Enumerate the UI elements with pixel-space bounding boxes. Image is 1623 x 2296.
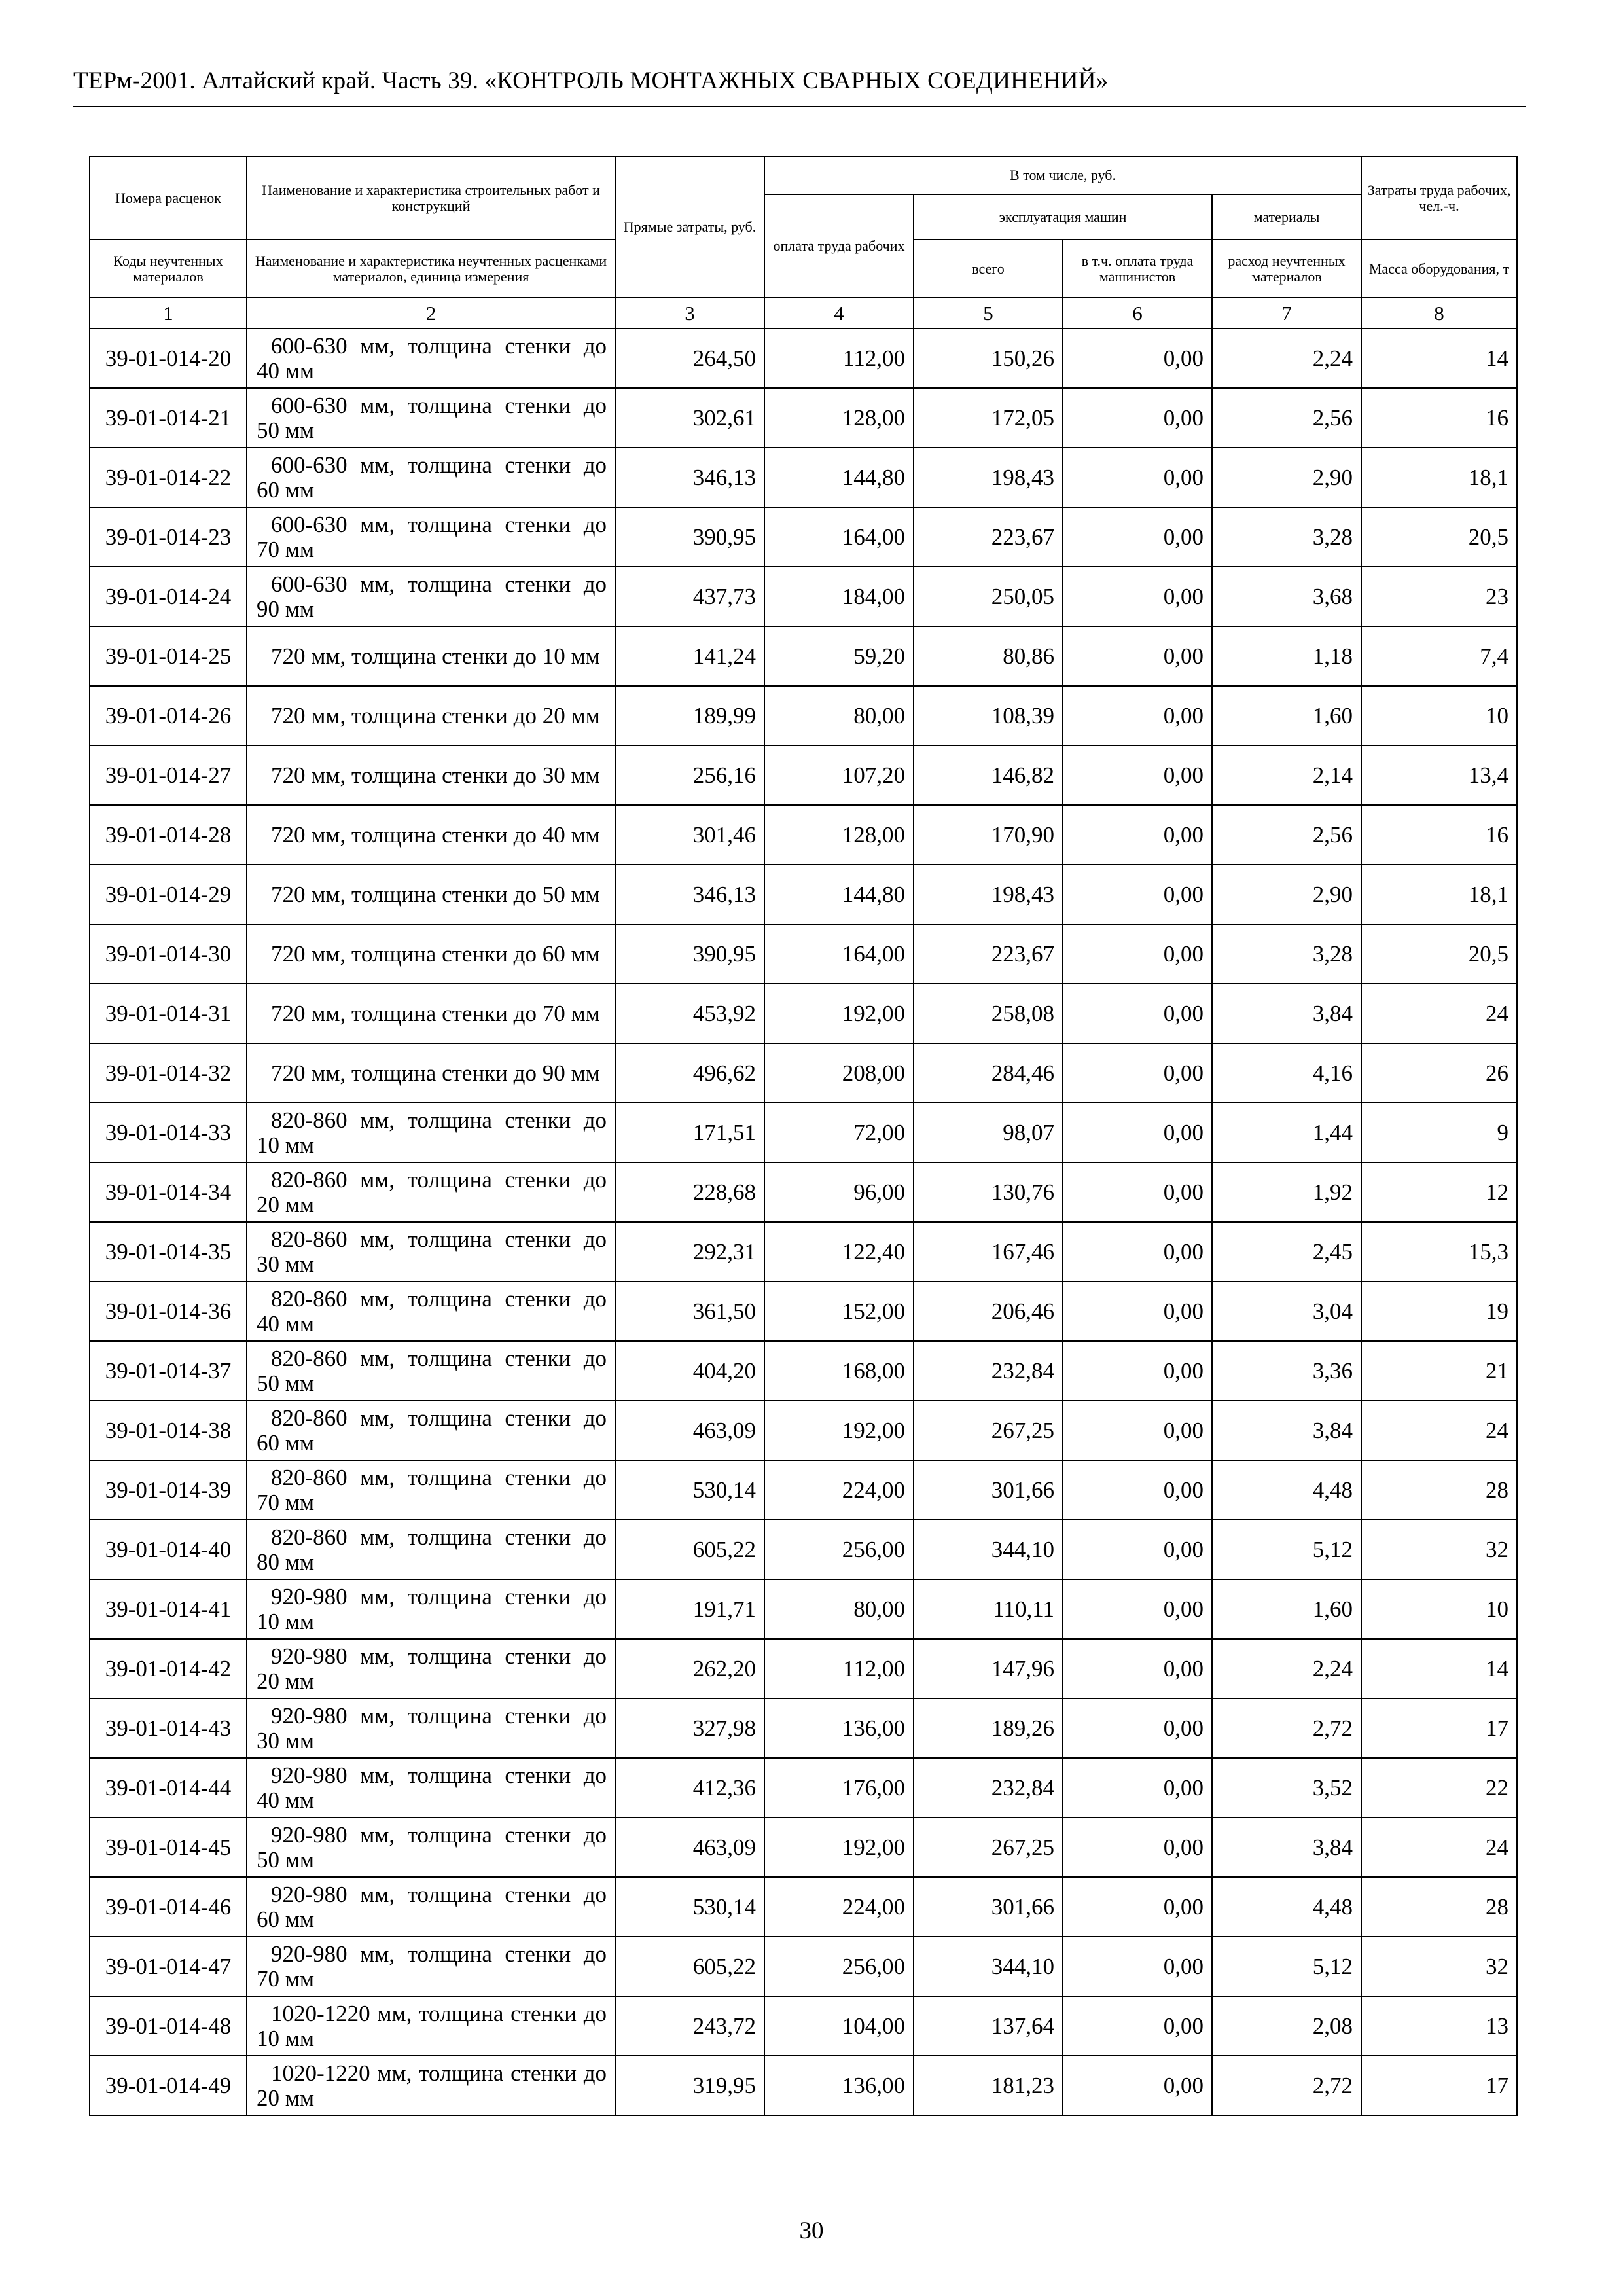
direct-costs-cell: 264,50 — [615, 329, 764, 388]
direct-costs-cell: 404,20 — [615, 1341, 764, 1401]
machine-total-cell: 232,84 — [914, 1341, 1063, 1401]
rate-code-cell: 39-01-014-28 — [90, 805, 247, 865]
materials-cell: 2,24 — [1212, 1639, 1361, 1698]
materials-cell: 3,36 — [1212, 1341, 1361, 1401]
materials-cell: 3,04 — [1212, 1282, 1361, 1341]
machine-operators-pay-cell: 0,00 — [1063, 1162, 1212, 1222]
work-name-cell: 920-980 мм, толщина стенки до 60 мм — [247, 1877, 615, 1937]
rate-code-cell: 39-01-014-48 — [90, 1996, 247, 2056]
table-row — [90, 1758, 1517, 1818]
materials-cell: 4,48 — [1212, 1460, 1361, 1520]
labor-costs-cell: 20,5 — [1361, 507, 1517, 567]
labor-costs-cell: 7,4 — [1361, 626, 1517, 686]
machine-operators-pay-cell: 0,00 — [1063, 1937, 1212, 1996]
machine-total-cell: 301,66 — [914, 1877, 1063, 1937]
labor-pay-cell: 128,00 — [764, 805, 914, 865]
machine-operators-pay-cell: 0,00 — [1063, 507, 1212, 567]
materials-cell: 4,16 — [1212, 1043, 1361, 1103]
machine-total-cell: 170,90 — [914, 805, 1063, 865]
labor-pay-cell: 80,00 — [764, 686, 914, 745]
work-name-cell: 720 мм, толщина стенки до 70 мм — [247, 984, 615, 1043]
work-name-cell: 600-630 мм, толщина стенки до 60 мм — [247, 448, 615, 507]
materials-cell: 1,44 — [1212, 1103, 1361, 1162]
direct-costs-cell: 228,68 — [615, 1162, 764, 1222]
labor-costs-cell: 18,1 — [1361, 865, 1517, 924]
labor-costs-cell: 16 — [1361, 805, 1517, 865]
direct-costs-cell: 191,71 — [615, 1579, 764, 1639]
table-row — [90, 1162, 1517, 1222]
machine-total-cell: 189,26 — [914, 1698, 1063, 1758]
rate-code-cell: 39-01-014-21 — [90, 388, 247, 448]
work-name-cell: 720 мм, толщина стенки до 60 мм — [247, 924, 615, 984]
column-number-row — [90, 298, 1517, 329]
labor-pay-cell: 122,40 — [764, 1222, 914, 1282]
table-row — [90, 1222, 1517, 1282]
work-name-cell: 720 мм, толщина стенки до 40 мм — [247, 805, 615, 865]
work-name-cell: 600-630 мм, толщина стенки до 40 мм — [247, 329, 615, 388]
labor-costs-cell: 14 — [1361, 1639, 1517, 1698]
materials-cell: 2,72 — [1212, 2056, 1361, 2115]
labor-pay-cell: 224,00 — [764, 1460, 914, 1520]
direct-costs-cell: 453,92 — [615, 984, 764, 1043]
direct-costs-cell: 496,62 — [615, 1043, 764, 1103]
rate-code-cell: 39-01-014-37 — [90, 1341, 247, 1401]
direct-costs-cell: 346,13 — [615, 865, 764, 924]
labor-pay-cell: 136,00 — [764, 2056, 914, 2115]
labor-costs-cell: 13 — [1361, 1996, 1517, 2056]
machine-total-cell: 284,46 — [914, 1043, 1063, 1103]
work-name-cell: 720 мм, толщина стенки до 30 мм — [247, 745, 615, 805]
rate-code-cell: 39-01-014-39 — [90, 1460, 247, 1520]
materials-cell: 2,08 — [1212, 1996, 1361, 2056]
work-name-cell: 820-860 мм, толщина стенки до 80 мм — [247, 1520, 615, 1579]
table-row — [90, 745, 1517, 805]
work-name-cell: 920-980 мм, толщина стенки до 30 мм — [247, 1698, 615, 1758]
table-body — [90, 329, 1517, 2115]
column-number: 5 — [914, 298, 1063, 329]
header-equipment-mass: Масса оборудования, т — [1361, 240, 1517, 298]
rate-code-cell: 39-01-014-30 — [90, 924, 247, 984]
labor-pay-cell: 80,00 — [764, 1579, 914, 1639]
machine-operators-pay-cell: 0,00 — [1063, 1520, 1212, 1579]
work-name-cell: 720 мм, толщина стенки до 20 мм — [247, 686, 615, 745]
column-number: 6 — [1063, 298, 1212, 329]
labor-pay-cell: 112,00 — [764, 329, 914, 388]
work-name-cell: 820-860 мм, толщина стенки до 30 мм — [247, 1222, 615, 1282]
table-row — [90, 2056, 1517, 2115]
header-labor-pay: оплата труда рабочих — [764, 194, 914, 298]
machine-total-cell: 98,07 — [914, 1103, 1063, 1162]
work-name-cell: 920-980 мм, толщина стенки до 70 мм — [247, 1937, 615, 1996]
direct-costs-cell: 141,24 — [615, 626, 764, 686]
work-name-cell: 820-860 мм, толщина стенки до 60 мм — [247, 1401, 615, 1460]
table-row — [90, 507, 1517, 567]
labor-costs-cell: 17 — [1361, 1698, 1517, 1758]
column-number: 2 — [247, 298, 615, 329]
direct-costs-cell: 319,95 — [615, 2056, 764, 2115]
machine-operators-pay-cell: 0,00 — [1063, 1341, 1212, 1401]
table-row — [90, 626, 1517, 686]
machine-total-cell: 198,43 — [914, 448, 1063, 507]
machine-operators-pay-cell: 0,00 — [1063, 1103, 1212, 1162]
labor-costs-cell: 24 — [1361, 984, 1517, 1043]
labor-pay-cell: 128,00 — [764, 388, 914, 448]
table-row — [90, 1818, 1517, 1877]
labor-costs-cell: 12 — [1361, 1162, 1517, 1222]
work-name-cell: 1020-1220 мм, толщина стенки до 20 мм — [247, 2056, 615, 2115]
materials-cell: 2,14 — [1212, 745, 1361, 805]
labor-pay-cell: 208,00 — [764, 1043, 914, 1103]
machine-total-cell: 301,66 — [914, 1460, 1063, 1520]
labor-pay-cell: 164,00 — [764, 924, 914, 984]
direct-costs-cell: 463,09 — [615, 1401, 764, 1460]
column-number: 7 — [1212, 298, 1361, 329]
direct-costs-cell: 530,14 — [615, 1877, 764, 1937]
column-number: 8 — [1361, 298, 1517, 329]
labor-costs-cell: 32 — [1361, 1520, 1517, 1579]
direct-costs-cell: 390,95 — [615, 924, 764, 984]
direct-costs-cell: 301,46 — [615, 805, 764, 865]
rate-code-cell: 39-01-014-40 — [90, 1520, 247, 1579]
machine-operators-pay-cell: 0,00 — [1063, 984, 1212, 1043]
materials-cell: 2,24 — [1212, 329, 1361, 388]
direct-costs-cell: 171,51 — [615, 1103, 764, 1162]
materials-cell: 5,12 — [1212, 1520, 1361, 1579]
rate-code-cell: 39-01-014-26 — [90, 686, 247, 745]
machine-total-cell: 137,64 — [914, 1996, 1063, 2056]
header-unaccounted-materials: расход неучтенных материалов — [1212, 240, 1361, 298]
table-row — [90, 924, 1517, 984]
work-name-cell: 820-860 мм, толщина стенки до 40 мм — [247, 1282, 615, 1341]
direct-costs-cell: 605,22 — [615, 1520, 764, 1579]
table-row — [90, 448, 1517, 507]
machine-operators-pay-cell: 0,00 — [1063, 329, 1212, 388]
work-name-cell: 920-980 мм, толщина стенки до 20 мм — [247, 1639, 615, 1698]
work-name-cell: 820-860 мм, толщина стенки до 50 мм — [247, 1341, 615, 1401]
materials-cell: 3,84 — [1212, 984, 1361, 1043]
labor-pay-cell: 168,00 — [764, 1341, 914, 1401]
labor-costs-cell: 17 — [1361, 2056, 1517, 2115]
table-row — [90, 388, 1517, 448]
rate-code-cell: 39-01-014-31 — [90, 984, 247, 1043]
rate-code-cell: 39-01-014-29 — [90, 865, 247, 924]
labor-costs-cell: 9 — [1361, 1103, 1517, 1162]
machine-operators-pay-cell: 0,00 — [1063, 1579, 1212, 1639]
machine-total-cell: 267,25 — [914, 1401, 1063, 1460]
column-number: 4 — [764, 298, 914, 329]
machine-operators-pay-cell: 0,00 — [1063, 1877, 1212, 1937]
labor-costs-cell: 32 — [1361, 1937, 1517, 1996]
labor-costs-cell: 10 — [1361, 686, 1517, 745]
machine-operators-pay-cell: 0,00 — [1063, 805, 1212, 865]
header-including: В том числе, руб. — [764, 156, 1361, 194]
rate-code-cell: 39-01-014-47 — [90, 1937, 247, 1996]
materials-cell: 1,60 — [1212, 1579, 1361, 1639]
materials-cell: 2,90 — [1212, 865, 1361, 924]
materials-cell: 4,48 — [1212, 1877, 1361, 1937]
work-name-cell: 920-980 мм, толщина стенки до 40 мм — [247, 1758, 615, 1818]
machine-operators-pay-cell: 0,00 — [1063, 745, 1212, 805]
machine-operators-pay-cell: 0,00 — [1063, 924, 1212, 984]
labor-costs-cell: 19 — [1361, 1282, 1517, 1341]
table-row — [90, 1460, 1517, 1520]
column-number: 3 — [615, 298, 764, 329]
table-row — [90, 1520, 1517, 1579]
machine-total-cell: 344,10 — [914, 1937, 1063, 1996]
direct-costs-cell: 361,50 — [615, 1282, 764, 1341]
table-row — [90, 984, 1517, 1043]
rate-code-cell: 39-01-014-44 — [90, 1758, 247, 1818]
machine-total-cell: 267,25 — [914, 1818, 1063, 1877]
machine-operators-pay-cell: 0,00 — [1063, 1758, 1212, 1818]
labor-pay-cell: 104,00 — [764, 1996, 914, 2056]
materials-cell: 2,90 — [1212, 448, 1361, 507]
header-materials: материалы — [1212, 194, 1361, 240]
labor-pay-cell: 72,00 — [764, 1103, 914, 1162]
rate-code-cell: 39-01-014-42 — [90, 1639, 247, 1698]
table-row — [90, 865, 1517, 924]
header-labor-costs: Затраты труда рабочих, чел.-ч. — [1361, 156, 1517, 240]
machine-total-cell: 223,67 — [914, 924, 1063, 984]
table-row — [90, 1877, 1517, 1937]
machine-operators-pay-cell: 0,00 — [1063, 1996, 1212, 2056]
rate-code-cell: 39-01-014-22 — [90, 448, 247, 507]
direct-costs-cell: 605,22 — [615, 1937, 764, 1996]
machine-total-cell: 110,11 — [914, 1579, 1063, 1639]
header-machine-ops: эксплуатация машин — [914, 194, 1212, 240]
rate-code-cell: 39-01-014-32 — [90, 1043, 247, 1103]
machine-operators-pay-cell: 0,00 — [1063, 448, 1212, 507]
table-row — [90, 567, 1517, 626]
materials-cell: 3,84 — [1212, 1401, 1361, 1460]
table-row — [90, 1341, 1517, 1401]
header-divider — [73, 106, 1526, 107]
work-name-cell: 820-860 мм, толщина стенки до 70 мм — [247, 1460, 615, 1520]
rate-code-cell: 39-01-014-41 — [90, 1579, 247, 1639]
labor-pay-cell: 144,80 — [764, 448, 914, 507]
work-name-cell: 920-980 мм, толщина стенки до 10 мм — [247, 1579, 615, 1639]
machine-operators-pay-cell: 0,00 — [1063, 388, 1212, 448]
machine-total-cell: 258,08 — [914, 984, 1063, 1043]
rate-code-cell: 39-01-014-23 — [90, 507, 247, 567]
labor-costs-cell: 28 — [1361, 1460, 1517, 1520]
direct-costs-cell: 327,98 — [615, 1698, 764, 1758]
rate-code-cell: 39-01-014-20 — [90, 329, 247, 388]
labor-costs-cell: 10 — [1361, 1579, 1517, 1639]
machine-operators-pay-cell: 0,00 — [1063, 686, 1212, 745]
labor-costs-cell: 23 — [1361, 567, 1517, 626]
materials-cell: 3,68 — [1212, 567, 1361, 626]
work-name-cell: 720 мм, толщина стенки до 50 мм — [247, 865, 615, 924]
labor-costs-cell: 15,3 — [1361, 1222, 1517, 1282]
materials-cell: 3,28 — [1212, 507, 1361, 567]
rate-code-cell: 39-01-014-25 — [90, 626, 247, 686]
rate-code-cell: 39-01-014-36 — [90, 1282, 247, 1341]
table-row — [90, 1282, 1517, 1341]
labor-costs-cell: 14 — [1361, 329, 1517, 388]
materials-cell: 2,45 — [1212, 1222, 1361, 1282]
machine-total-cell: 172,05 — [914, 388, 1063, 448]
header-machine-total: всего — [914, 240, 1063, 298]
materials-cell: 3,84 — [1212, 1818, 1361, 1877]
labor-costs-cell: 20,5 — [1361, 924, 1517, 984]
page-header: ТЕРм-2001. Алтайский край. Часть 39. «КОНТРОЛЬ МОНТАЖНЫХ СВАРНЫХ СОЕДИНЕНИЙ» — [73, 67, 1109, 94]
work-name-cell: 600-630 мм, толщина стенки до 50 мм — [247, 388, 615, 448]
table-row — [90, 1043, 1517, 1103]
labor-costs-cell: 26 — [1361, 1043, 1517, 1103]
labor-costs-cell: 28 — [1361, 1877, 1517, 1937]
labor-pay-cell: 144,80 — [764, 865, 914, 924]
work-name-cell: 820-860 мм, толщина стенки до 10 мм — [247, 1103, 615, 1162]
machine-total-cell: 250,05 — [914, 567, 1063, 626]
rate-code-cell: 39-01-014-34 — [90, 1162, 247, 1222]
machine-operators-pay-cell: 0,00 — [1063, 1639, 1212, 1698]
labor-pay-cell: 256,00 — [764, 1937, 914, 1996]
machine-total-cell: 232,84 — [914, 1758, 1063, 1818]
direct-costs-cell: 243,72 — [615, 1996, 764, 2056]
work-name-cell: 820-860 мм, толщина стенки до 20 мм — [247, 1162, 615, 1222]
direct-costs-cell: 412,36 — [615, 1758, 764, 1818]
direct-costs-cell: 530,14 — [615, 1460, 764, 1520]
header-rate-numbers: Номера расценок — [90, 156, 247, 240]
machine-total-cell: 223,67 — [914, 507, 1063, 567]
materials-cell: 2,56 — [1212, 805, 1361, 865]
machine-total-cell: 147,96 — [914, 1639, 1063, 1698]
machine-total-cell: 181,23 — [914, 2056, 1063, 2115]
materials-cell: 3,28 — [1212, 924, 1361, 984]
header-direct-costs: Прямые затраты, руб. — [615, 156, 764, 298]
column-number: 1 — [90, 298, 247, 329]
labor-pay-cell: 59,20 — [764, 626, 914, 686]
labor-pay-cell: 96,00 — [764, 1162, 914, 1222]
table-row — [90, 329, 1517, 388]
table-row — [90, 1579, 1517, 1639]
direct-costs-cell: 189,99 — [615, 686, 764, 745]
work-name-cell: 920-980 мм, толщина стенки до 50 мм — [247, 1818, 615, 1877]
machine-operators-pay-cell: 0,00 — [1063, 2056, 1212, 2115]
materials-cell: 1,92 — [1212, 1162, 1361, 1222]
direct-costs-cell: 262,20 — [615, 1639, 764, 1698]
direct-costs-cell: 346,13 — [615, 448, 764, 507]
rates-table — [89, 156, 1518, 2116]
labor-costs-cell: 18,1 — [1361, 448, 1517, 507]
machine-total-cell: 108,39 — [914, 686, 1063, 745]
rate-code-cell: 39-01-014-24 — [90, 567, 247, 626]
machine-operators-pay-cell: 0,00 — [1063, 626, 1212, 686]
machine-operators-pay-cell: 0,00 — [1063, 1698, 1212, 1758]
labor-costs-cell: 24 — [1361, 1401, 1517, 1460]
table-row — [90, 1937, 1517, 1996]
machine-total-cell: 206,46 — [914, 1282, 1063, 1341]
direct-costs-cell: 292,31 — [615, 1222, 764, 1282]
work-name-cell: 600-630 мм, толщина стенки до 70 мм — [247, 507, 615, 567]
direct-costs-cell: 256,16 — [615, 745, 764, 805]
labor-pay-cell: 256,00 — [764, 1520, 914, 1579]
direct-costs-cell: 463,09 — [615, 1818, 764, 1877]
rate-code-cell: 39-01-014-45 — [90, 1818, 247, 1877]
page-number: 30 — [799, 2217, 824, 2244]
table-row — [90, 686, 1517, 745]
machine-total-cell: 167,46 — [914, 1222, 1063, 1282]
labor-pay-cell: 164,00 — [764, 507, 914, 567]
rate-code-cell: 39-01-014-27 — [90, 745, 247, 805]
machine-operators-pay-cell: 0,00 — [1063, 1401, 1212, 1460]
labor-costs-cell: 16 — [1361, 388, 1517, 448]
machine-total-cell: 146,82 — [914, 745, 1063, 805]
work-name-cell: 1020-1220 мм, толщина стенки до 10 мм — [247, 1996, 615, 2056]
machine-operators-pay-cell: 0,00 — [1063, 1282, 1212, 1341]
labor-pay-cell: 184,00 — [764, 567, 914, 626]
labor-pay-cell: 136,00 — [764, 1698, 914, 1758]
labor-pay-cell: 224,00 — [764, 1877, 914, 1937]
machine-total-cell: 80,86 — [914, 626, 1063, 686]
machine-operators-pay-cell: 0,00 — [1063, 1460, 1212, 1520]
machine-operators-pay-cell: 0,00 — [1063, 865, 1212, 924]
header-machine-operators-pay: в т.ч. оплата труда машинистов — [1063, 240, 1212, 298]
machine-total-cell: 150,26 — [914, 329, 1063, 388]
table-row — [90, 1698, 1517, 1758]
labor-costs-cell: 24 — [1361, 1818, 1517, 1877]
machine-total-cell: 130,76 — [914, 1162, 1063, 1222]
materials-cell: 2,56 — [1212, 388, 1361, 448]
table-row — [90, 1639, 1517, 1698]
machine-operators-pay-cell: 0,00 — [1063, 1043, 1212, 1103]
labor-costs-cell: 13,4 — [1361, 745, 1517, 805]
machine-operators-pay-cell: 0,00 — [1063, 567, 1212, 626]
labor-pay-cell: 112,00 — [764, 1639, 914, 1698]
rate-code-cell: 39-01-014-33 — [90, 1103, 247, 1162]
materials-cell: 2,72 — [1212, 1698, 1361, 1758]
materials-cell: 3,52 — [1212, 1758, 1361, 1818]
work-name-cell: 720 мм, толщина стенки до 90 мм — [247, 1043, 615, 1103]
header-work-name: Наименование и характеристика строительных работ и конструкций — [247, 156, 615, 240]
machine-operators-pay-cell: 0,00 — [1063, 1818, 1212, 1877]
work-name-cell: 600-630 мм, толщина стенки до 90 мм — [247, 567, 615, 626]
rate-code-cell: 39-01-014-38 — [90, 1401, 247, 1460]
direct-costs-cell: 437,73 — [615, 567, 764, 626]
labor-pay-cell: 152,00 — [764, 1282, 914, 1341]
table-row — [90, 1103, 1517, 1162]
machine-total-cell: 198,43 — [914, 865, 1063, 924]
labor-pay-cell: 192,00 — [764, 1818, 914, 1877]
materials-cell: 1,60 — [1212, 686, 1361, 745]
direct-costs-cell: 302,61 — [615, 388, 764, 448]
labor-pay-cell: 107,20 — [764, 745, 914, 805]
labor-costs-cell: 21 — [1361, 1341, 1517, 1401]
rate-code-cell: 39-01-014-46 — [90, 1877, 247, 1937]
labor-costs-cell: 22 — [1361, 1758, 1517, 1818]
table-row — [90, 1996, 1517, 2056]
machine-total-cell: 344,10 — [914, 1520, 1063, 1579]
table-row — [90, 805, 1517, 865]
labor-pay-cell: 192,00 — [764, 1401, 914, 1460]
labor-pay-cell: 176,00 — [764, 1758, 914, 1818]
table-row — [90, 1401, 1517, 1460]
materials-cell: 1,18 — [1212, 626, 1361, 686]
work-name-cell: 720 мм, толщина стенки до 10 мм — [247, 626, 615, 686]
header-material-codes: Коды неучтенных материалов — [90, 240, 247, 298]
rate-code-cell: 39-01-014-49 — [90, 2056, 247, 2115]
header-material-name: Наименование и характеристика неучтенных расценками материалов, единица измерения — [247, 240, 615, 298]
rate-code-cell: 39-01-014-35 — [90, 1222, 247, 1282]
materials-cell: 5,12 — [1212, 1937, 1361, 1996]
labor-pay-cell: 192,00 — [764, 984, 914, 1043]
machine-operators-pay-cell: 0,00 — [1063, 1222, 1212, 1282]
rate-code-cell: 39-01-014-43 — [90, 1698, 247, 1758]
direct-costs-cell: 390,95 — [615, 507, 764, 567]
